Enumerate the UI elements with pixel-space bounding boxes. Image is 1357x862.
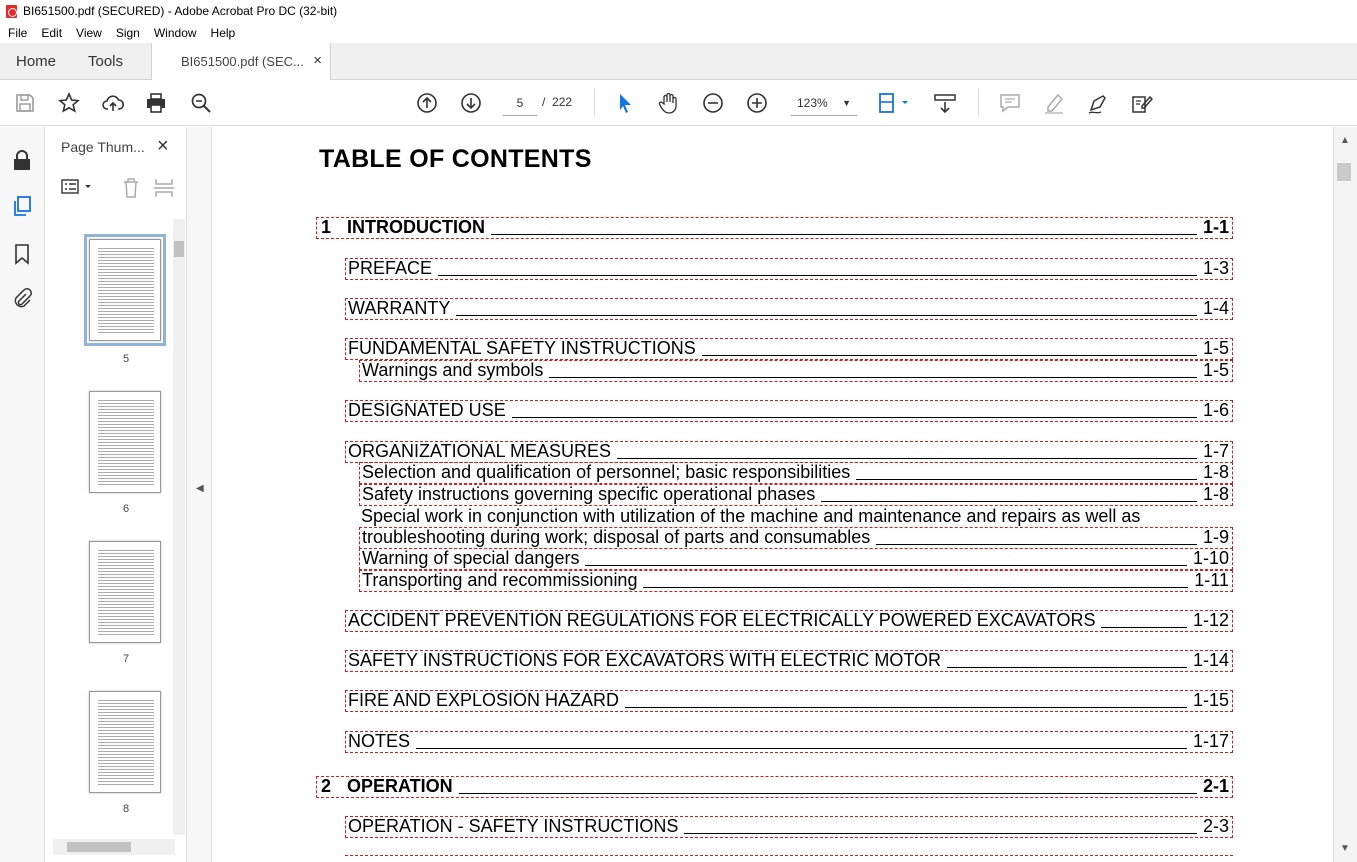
toolbar-divider (978, 89, 979, 117)
toc-entry-page: 2-3 (1202, 816, 1229, 836)
collapse-panel-handle[interactable] (187, 127, 211, 862)
toc-entry-link[interactable] (316, 217, 1233, 239)
toc-entry-label: ACCIDENT PREVENTION REGULATIONS FOR ELECTRICALLY POWERED EXCAVATORS (348, 610, 1096, 630)
scroll-down-icon[interactable]: ▼ (1340, 843, 1350, 854)
toc-entry-link[interactable] (316, 776, 1233, 798)
toc-entry-link[interactable] (359, 570, 1233, 592)
toc-entry-link[interactable] (359, 462, 1233, 484)
bookmark-icon[interactable] (11, 243, 33, 265)
menu-bar (0, 22, 1357, 43)
tab-document-label: BI651500.pdf (SEC... (181, 54, 304, 69)
chevron-left-icon: ◀ (196, 483, 204, 494)
page-number-input[interactable]: 5 (503, 90, 537, 116)
star-icon[interactable] (57, 91, 81, 115)
toc-entry-link[interactable] (345, 610, 1233, 632)
toc-entry-label: Warnings and symbols (362, 360, 544, 380)
toc-entry-page: 1-8 (1202, 484, 1229, 504)
toc-entry-link-partial[interactable] (345, 855, 1233, 862)
zoom-level-value: 123% (797, 96, 828, 110)
toc-entry-label: Warning of special dangers (362, 548, 580, 568)
menu-help[interactable]: Help (210, 25, 236, 40)
toc-entry-page: 1-3 (1202, 258, 1229, 278)
toc-entry-page: 1-15 (1192, 690, 1229, 710)
toc-entry-label: FUNDAMENTAL SAFETY INSTRUCTIONS (348, 338, 696, 358)
fit-page-icon[interactable] (877, 91, 911, 115)
toc-entry-label: OPERATION (347, 776, 453, 796)
toc-entry-label: SAFETY INSTRUCTIONS FOR EXCAVATORS WITH ELECTRIC MOTOR (348, 650, 942, 670)
chevron-down-icon: ▼ (842, 98, 851, 108)
close-tab-icon[interactable]: × (313, 52, 322, 69)
options-menu-icon[interactable] (61, 177, 95, 197)
thumbnail-horizontal-scrollbar[interactable] (53, 839, 175, 855)
toc-section-number: 1 (321, 217, 332, 237)
save-icon[interactable] (13, 91, 37, 115)
comment-icon[interactable] (998, 91, 1022, 115)
tab-document[interactable] (151, 43, 331, 80)
toc-entry-label: Selection and qualification of personnel; basic responsibilities (362, 462, 851, 482)
toc-entry-page: 1-1 (1202, 217, 1229, 237)
document-view[interactable] (211, 127, 1333, 862)
page-thumbnail[interactable] (89, 691, 161, 793)
page-thumbnail[interactable] (89, 239, 161, 341)
toc-entry-link[interactable] (359, 360, 1233, 382)
toc-entry-page: 1-5 (1202, 338, 1229, 358)
toc-entry-label: FIRE AND EXPLOSION HAZARD (348, 690, 620, 710)
toc-entry-link[interactable] (345, 338, 1233, 360)
toc-entry-page: 1-11 (1194, 570, 1229, 590)
highlight-pen-icon[interactable] (1042, 91, 1066, 115)
toc-entry-label: WARRANTY (348, 298, 451, 318)
toc-entry-label: Transporting and recommissioning (362, 570, 638, 590)
scrollbar-thumb[interactable] (1337, 163, 1351, 181)
toc-entry-label: Special work in conjunction with utilization of the machine and maintenance and repairs as well as (361, 506, 1141, 526)
attachment-icon[interactable] (11, 287, 33, 309)
page-count: 222 (552, 95, 573, 109)
toc-entry-page: 2-1 (1202, 776, 1229, 796)
toc-entry-link[interactable] (345, 298, 1233, 320)
acrobat-pdf-icon (6, 5, 17, 18)
toc-entry-link[interactable] (345, 690, 1233, 712)
toc-entry-page: 1-9 (1202, 527, 1229, 547)
thumbnail-page-label: 7 (122, 653, 130, 665)
title-bar (0, 0, 1357, 22)
toc-entry-label: ORGANIZATIONAL MEASURES (348, 441, 612, 461)
edit-document-icon[interactable] (1130, 91, 1154, 115)
thumbnail-page-label: 6 (122, 503, 130, 515)
toc-entry-label: DESIGNATED USE (348, 400, 506, 420)
menu-file[interactable]: File (8, 25, 28, 40)
toc-entry-page: 1-4 (1202, 298, 1229, 318)
toc-section-number: 2 (321, 776, 332, 796)
insert-page-icon[interactable] (153, 177, 175, 199)
page-thumbnail[interactable] (89, 391, 161, 493)
main-toolbar (0, 80, 1357, 126)
toolbar-divider (594, 89, 595, 117)
page-separator: / (542, 95, 546, 109)
toc-entry-page: 1-6 (1202, 400, 1229, 420)
close-panel-icon[interactable]: × (157, 135, 169, 157)
toc-entry-link[interactable] (345, 731, 1233, 753)
toc-entry-text (359, 505, 1233, 527)
window-title: BI651500.pdf (SECURED) - Adobe Acrobat Pro DC (32-bit) (23, 4, 338, 18)
toc-entry-page: 1-12 (1192, 610, 1229, 630)
thumbnail-page-label: 8 (122, 803, 130, 815)
toc-entry-page: 1-8 (1202, 462, 1229, 482)
toc-entry-link[interactable] (345, 441, 1233, 463)
panel-title: Page Thum... (61, 139, 145, 155)
toc-entry-page: 1-7 (1202, 441, 1229, 461)
menu-window[interactable]: Window (153, 25, 197, 40)
toc-entry-link[interactable] (345, 650, 1233, 672)
document-scrollbar[interactable] (1333, 127, 1357, 862)
toc-entry-link[interactable] (359, 527, 1233, 549)
toc-entry-label: PREFACE (348, 258, 433, 278)
page-thumbnails-panel (45, 127, 187, 862)
toc-entry-label: Safety instructions governing specific operational phases (362, 484, 816, 504)
toc-entry-page: 1-17 (1192, 731, 1229, 751)
zoom-level-select[interactable] (791, 90, 857, 116)
toc-heading: TABLE OF CONTENTS (319, 145, 592, 173)
menu-sign[interactable]: Sign (115, 25, 140, 40)
toc-entry-page: 1-14 (1192, 650, 1229, 670)
delete-page-icon[interactable] (121, 177, 141, 199)
scroll-up-icon[interactable]: ▲ (1340, 135, 1350, 146)
lock-icon[interactable] (11, 149, 33, 171)
zoom-search-icon[interactable] (189, 91, 213, 115)
menu-edit[interactable]: Edit (41, 25, 63, 40)
panel-toolbar (45, 171, 187, 201)
zoom-out-icon[interactable] (701, 91, 725, 115)
toc-entry-link[interactable] (345, 400, 1233, 422)
print-icon[interactable] (144, 91, 168, 115)
left-navigation-rail (0, 127, 45, 862)
next-page-icon[interactable] (459, 91, 483, 115)
thumbnail-scrollbar[interactable] (173, 219, 185, 835)
toc-entry-link[interactable] (359, 548, 1233, 570)
sign-pen-icon[interactable] (1086, 91, 1110, 115)
toc-entry-label: troubleshooting during work; disposal of parts and consumables (362, 527, 871, 547)
thumbnail-page-label: 5 (122, 353, 130, 365)
menu-view[interactable]: View (76, 25, 102, 40)
previous-page-icon[interactable] (415, 91, 439, 115)
tab-tools[interactable]: Tools (88, 53, 124, 70)
cloud-upload-icon[interactable] (101, 91, 125, 115)
zoom-in-icon[interactable] (745, 91, 769, 115)
toc-entry-label: NOTES (348, 731, 411, 751)
toc-entry-link[interactable] (345, 816, 1233, 838)
tab-bar (0, 43, 1357, 80)
toc-entry-page: 1-5 (1202, 360, 1229, 380)
page-thumbnail[interactable] (89, 541, 161, 643)
page-thumbnails-icon[interactable] (11, 195, 33, 217)
toc-entry-page: 1-10 (1192, 548, 1229, 568)
thumbnail-list (45, 219, 173, 835)
tab-home[interactable]: Home (16, 53, 57, 70)
select-cursor-icon[interactable] (613, 91, 637, 115)
hand-tool-icon[interactable] (657, 91, 681, 115)
toc-entry-link[interactable] (359, 484, 1233, 506)
toc-entry-label: INTRODUCTION (347, 217, 485, 237)
page-total (542, 95, 572, 109)
toc-entry-link[interactable] (345, 258, 1233, 280)
scroll-mode-icon[interactable] (933, 91, 957, 115)
toc-entry-label: OPERATION - SAFETY INSTRUCTIONS (348, 816, 679, 836)
